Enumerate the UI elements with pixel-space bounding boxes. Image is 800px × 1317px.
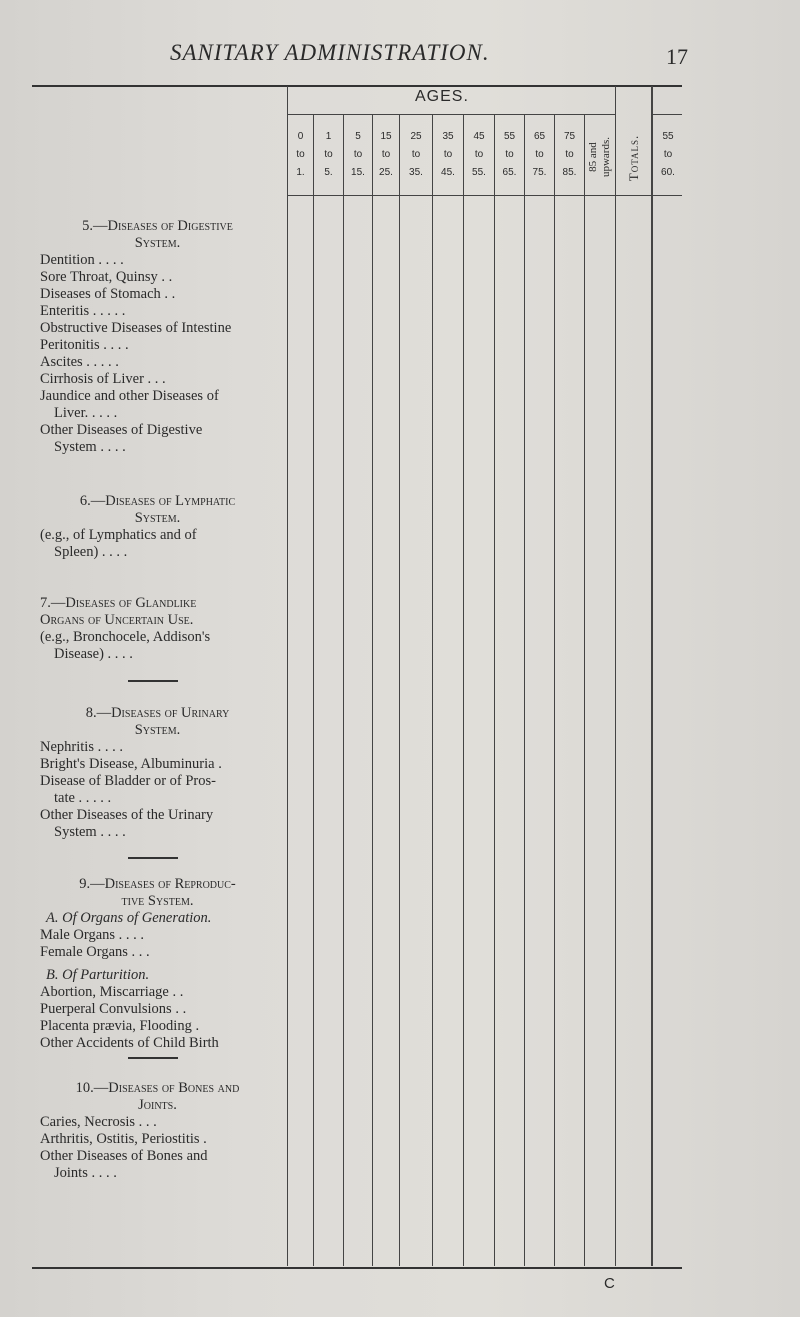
column-rule xyxy=(524,114,525,1266)
section-subtitle: System. xyxy=(134,510,181,526)
running-title: SANITARY ADMINISTRATION. xyxy=(170,40,490,65)
section-subtitle: Joints. xyxy=(138,1097,177,1113)
subsection-heading: A. Of Organs of Generation. xyxy=(46,910,212,926)
section-digestive xyxy=(40,218,275,456)
section-subtitle: System. xyxy=(134,722,181,738)
section-urinary xyxy=(40,705,275,841)
section-title: 9.—Diseases of Reproduc- xyxy=(79,876,236,892)
signature-mark: C xyxy=(604,1275,615,1292)
section-title: 7.—Diseases of Glandlike xyxy=(40,595,197,611)
age-col-header: 0 to 1. xyxy=(296,131,305,178)
disease-row-continued: Spleen) . . . . xyxy=(54,544,128,560)
disease-row: Abortion, Miscarriage . . xyxy=(40,984,184,1000)
header-bottom-rule xyxy=(288,195,682,196)
section-glandlike xyxy=(40,595,275,663)
section-title: 10.—Diseases of Bones and xyxy=(75,1080,240,1096)
column-rule xyxy=(343,114,344,1266)
age-col-header: 1 to 5. xyxy=(324,131,333,178)
section-reproductive xyxy=(40,876,275,1052)
disease-row: Other Diseases of the Urinary xyxy=(40,807,214,823)
section-bones-joints xyxy=(40,1080,275,1182)
disease-row-continued: tate . . . . . xyxy=(54,790,112,806)
disease-row: Peritonitis . . . . xyxy=(40,337,129,353)
section-title: 8.—Diseases of Urinary xyxy=(85,705,230,721)
disease-row-continued: Liver. . . . . xyxy=(54,405,118,421)
section-title: 5.—Diseases of Digestive xyxy=(82,218,233,234)
column-rule xyxy=(432,114,433,1266)
ages-heading: AGES. xyxy=(415,88,469,105)
section-divider xyxy=(128,680,178,682)
disease-row: Disease of Bladder or of Pros- xyxy=(40,773,216,789)
disease-row: Male Organs . . . . xyxy=(40,927,145,943)
disease-row: Other Diseases of Bones and xyxy=(40,1148,208,1164)
age-col-header: 75 to 85. xyxy=(562,131,577,178)
column-rule xyxy=(463,114,464,1266)
age-col-header: 55 to 65. xyxy=(502,131,517,178)
extra-col-header: 55 to 60. xyxy=(661,131,675,178)
disease-row: Diseases of Stomach . . xyxy=(40,286,176,302)
totals-header: Totals. xyxy=(626,134,641,182)
disease-row-continued: System . . . . xyxy=(54,824,126,840)
disease-row: Female Organs . . . xyxy=(40,944,150,960)
column-rule xyxy=(615,86,616,1266)
disease-row: Obstructive Diseases of Intestine xyxy=(40,320,232,336)
disease-row: Bright's Disease, Albuminuria . xyxy=(40,756,222,772)
age-col-header: 5 to 15. xyxy=(351,131,365,178)
section-subtitle: System. xyxy=(134,235,181,251)
column-rule xyxy=(399,114,400,1266)
column-rule xyxy=(287,86,288,1266)
section-divider xyxy=(128,1057,178,1059)
ages-heading-rule xyxy=(288,114,616,115)
column-rule xyxy=(584,114,585,1266)
disease-row: (e.g., Bronchocele, Addison's xyxy=(40,629,211,645)
age-col-header: 35 to 45. xyxy=(441,131,455,178)
age-col-header: 15 to 25. xyxy=(379,131,393,178)
disease-row: Dentition . . . . xyxy=(40,252,124,268)
disease-row: Ascites . . . . . xyxy=(40,354,119,370)
disease-row: Nephritis . . . . xyxy=(40,739,123,755)
disease-row-continued: Joints . . . . xyxy=(54,1165,117,1181)
age-col-85-upwards-header: 85 and upwards. xyxy=(587,136,612,178)
column-rule xyxy=(372,114,373,1266)
age-col-header: 45 to 55. xyxy=(472,131,486,178)
disease-row: Enteritis . . . . . xyxy=(40,303,126,319)
disease-row: (e.g., of Lymphatics and of xyxy=(40,527,197,543)
page-number: 17 xyxy=(666,44,688,69)
disease-row: Sore Throat, Quinsy . . xyxy=(40,269,173,285)
age-col-header: 25 to 35. xyxy=(409,131,423,178)
section-subtitle: Organs of Uncertain Use. xyxy=(40,612,194,628)
disease-row: Arthritis, Ostitis, Periostitis . xyxy=(40,1131,207,1147)
extra-header-rule xyxy=(651,114,682,115)
disease-row: Puerperal Convulsions . . xyxy=(40,1001,187,1017)
disease-row: Other Accidents of Child Birth xyxy=(40,1035,219,1051)
column-rule xyxy=(494,114,495,1266)
disease-row: Cirrhosis of Liver . . . xyxy=(40,371,166,387)
column-rule xyxy=(554,114,555,1266)
column-rule xyxy=(651,86,653,1266)
subsection-heading: B. Of Parturition. xyxy=(46,967,150,983)
disease-row: Other Diseases of Digestive xyxy=(40,422,203,438)
section-title: 6.—Diseases of Lymphatic xyxy=(79,493,236,509)
section-lymphatic xyxy=(40,493,275,561)
column-rule xyxy=(313,114,314,1266)
section-divider xyxy=(128,857,178,859)
section-subtitle: tive System. xyxy=(121,893,194,909)
disease-row: Placenta prævia, Flooding . xyxy=(40,1018,200,1034)
disease-row: Jaundice and other Diseases of xyxy=(40,388,219,404)
disease-row: Caries, Necrosis . . . xyxy=(40,1114,157,1130)
disease-row-continued: Disease) . . . . xyxy=(54,646,133,662)
age-col-header: 65 to 75. xyxy=(532,131,547,178)
disease-row-continued: System . . . . xyxy=(54,439,126,455)
